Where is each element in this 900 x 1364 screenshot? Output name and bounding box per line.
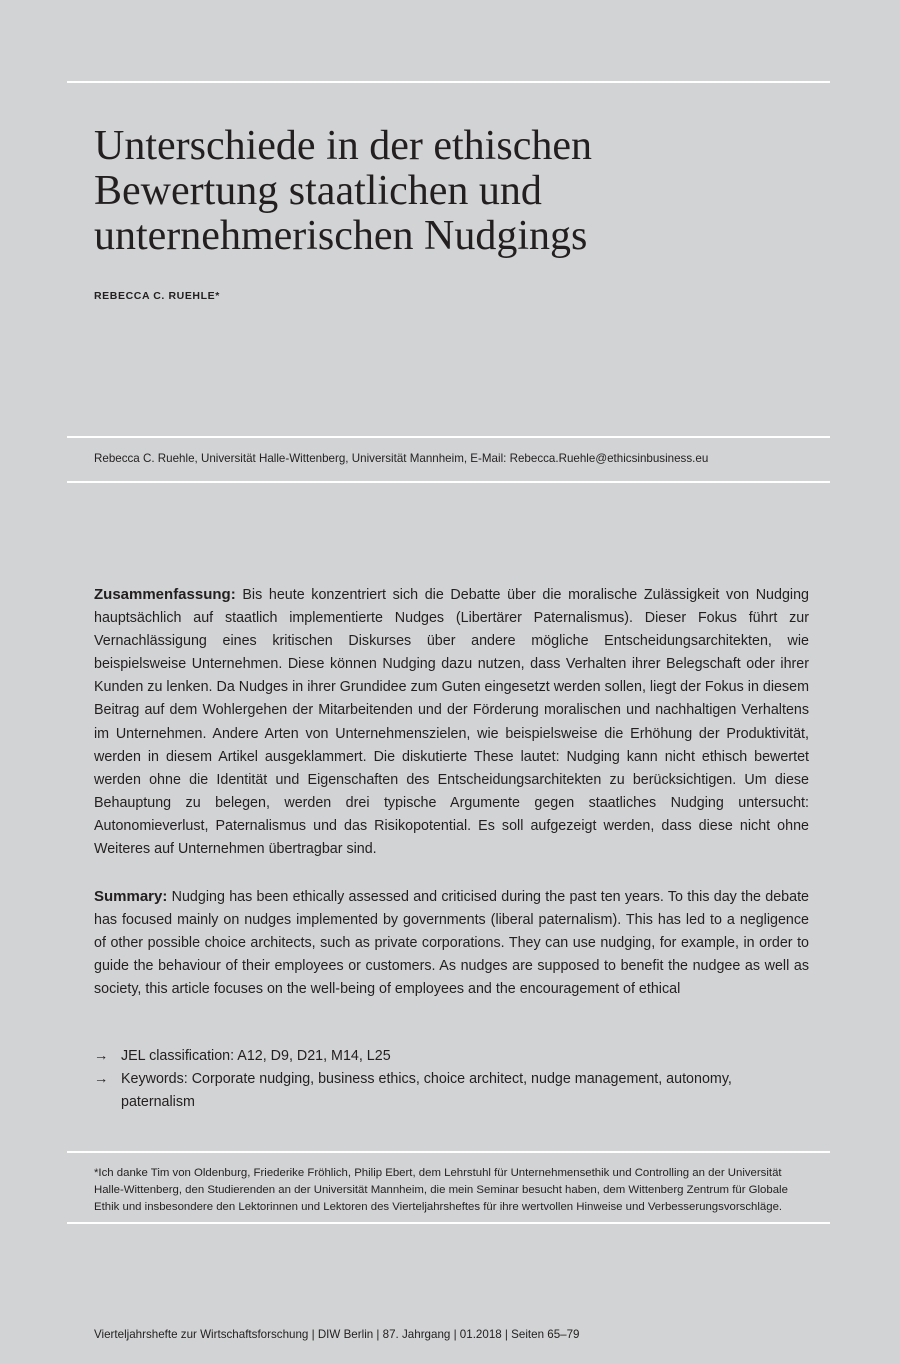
keywords xyxy=(94,1068,809,1114)
footnote: *Ich danke Tim von Oldenburg, Friederike Fröhlich, Philip Ebert, dem Lehrstuhl für Unternehmensethik und Controlling an der Universität Halle-Wittenberg, den Studierenden an der Universität Mannheim, die mein Seminar besucht haben, dem Wittenberg Zentrum für Globale Ethik und insbesondere den Lektorinnen und Lektoren des Vierteljahrsheftes für ihre wertvollen Hinweise und Verbesserungsvorschläge. xyxy=(94,1167,788,1213)
arrow-right-icon: → xyxy=(94,1071,109,1088)
abstract-german xyxy=(94,583,809,861)
title-line: Bewertung staatlichen und xyxy=(94,168,542,214)
author-name: REBECCA C. RUEHLE* xyxy=(94,290,220,302)
abstract-english xyxy=(94,885,809,1001)
affiliation-bottom-rule xyxy=(67,481,830,483)
author-affiliation: Rebecca C. Ruehle, Universität Halle-Wittenberg, Universität Mannheim, E-Mail: Rebecca.Ruehle@ethicsinbusiness.eu xyxy=(94,452,709,465)
footnote-top-rule xyxy=(67,1151,830,1153)
abstract-english-text: Nudging has been ethically assessed and criticised during the past ten years. To this day the debate has focused mainly on nudges implemented by governments (liberal paternalism). This has led to a negligence of other possible choice architects, such as private corporations. They can use nudging, for example, in order to guide the behaviour of their employees or customers. As nudges are supposed to benefit the nudgee as well as society, this article focuses on the well-being of employees and the encouragement of ethical xyxy=(94,889,809,998)
arrow-right-icon: → xyxy=(94,1048,109,1064)
title-line: Unterschiede in der ethischen xyxy=(94,123,592,169)
top-rule xyxy=(67,81,830,83)
footnote-bottom-rule xyxy=(67,1222,830,1224)
abstract-english-label: Summary: xyxy=(94,888,168,905)
jel-classification-text: JEL classification: A12, D9, D21, M14, L25 xyxy=(121,1048,391,1064)
abstract-german-label: Zusammenfassung: xyxy=(94,586,236,603)
page-title xyxy=(94,124,814,259)
jel-classification xyxy=(94,1045,809,1068)
journal-footer: Vierteljahrshefte zur Wirtschaftsforschung | DIW Berlin | 87. Jahrgang | 01.2018 | Seiten 65–79 xyxy=(94,1328,580,1341)
affiliation-top-rule xyxy=(67,436,830,438)
abstract-german-text: Bis heute konzentriert sich die Debatte über die moralische Zulässigkeit von Nudging hauptsächlich auf staatlich implementierte Nudges (Libertärer Paternalismus). Dieser Fokus führt zur Vernachlässigung eines kritischen Diskurses über andere mögliche Entscheidungsarchitekten, wie beispielsweise Unternehmen. Diese können Nudging dazu nutzen, dass Verhalten ihrer Belegschaft oder ihrer Kunden zu lenken. Da Nudges in ihrer Grundidee zum Guten eingesetzt werden sollen, liegt der Fokus in diesem Beitrag auf dem Wohlergehen der Mitarbeitenden und der Förderung moralischen und nachhaltigen Verhaltens im Unternehmen. Andere Arten von Unternehmenszielen, wie beispielsweise die Erhöhung der Produktivität, werden in diesem Artikel ausgeklammert. Die diskutierte These lautet: Nudging kann nicht ethisch bewertet werden ohne die Identität und Eigenschaften des Entscheidungsarchitekten zu berücksichtigen. Um diese Behauptung zu belegen, werden drei typische Argumente gegen staatliches Nudging untersucht: Autonomieverlust, Paternalismus und das Risikopotential. Es soll aufgezeigt werden, dass diese nicht ohne Weiteres auf Unternehmen übertragbar sind. xyxy=(94,587,809,858)
classification-list xyxy=(94,1045,809,1114)
keywords-text: Keywords: Corporate nudging, business ethics, choice architect, nudge management, autonomy, paternalism xyxy=(121,1071,732,1111)
title-line: unternehmerischen Nudgings xyxy=(94,213,588,259)
